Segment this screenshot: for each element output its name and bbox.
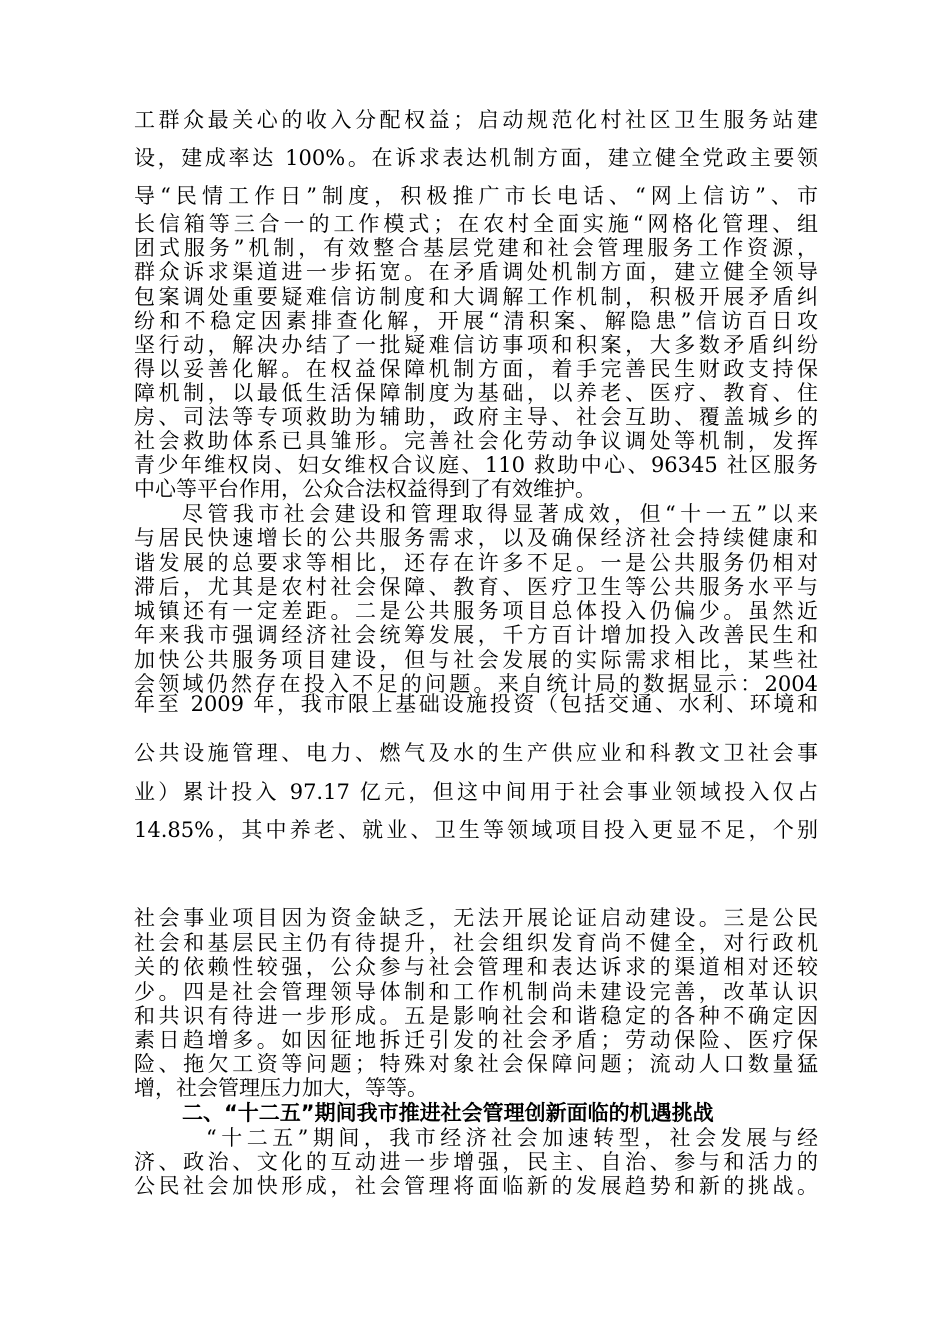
paragraph-2-line-13: 社会事业项目因为资金缺乏，无法开展论证启动建设。三是公民 [134,906,818,930]
paragraph-2-line-10: 公共设施管理、电力、燃气及水的生产供应业和科教文卫社会事 [134,741,818,765]
paragraph-1-line-10: 得以妥善化解。在权益保障机制方面，着手完善民生财政支持保 [134,357,818,381]
paragraph-1-line-1: 工群众最关心的收入分配权益；启动规范化村社区卫生服务站建 [134,108,818,132]
paragraph-2-line-9: 年至 2009 年，我市限上基础设施投资（包括交通、水利、环境和 [134,692,818,716]
paragraph-1-line-9: 坚行动，解决办结了一批疑难信访事项和积案，大多数矛盾纠纷 [134,333,818,357]
paragraph-1-line-6: 群众诉求渠道进一步拓宽。在矛盾调处机制方面，建立健全领导 [134,260,818,284]
paragraph-2-line-11: 业）累计投入 97.17 亿元，但这中间用于社会事业领域投入仅占 [134,780,818,804]
paragraph-1-line-11: 障机制，以最低生活保障制度为基础，以养老、医疗、教育、住 [134,381,818,405]
paragraph-2-line-14: 社会和基层民主仍有待提升，社会组织发育尚不健全，对行政机 [134,931,818,955]
paragraph-1-line-2: 设，建成率达 100%。在诉求表达机制方面，建立健全党政主要领 [134,146,818,170]
paragraph-2-line-7: 加快公共服务项目建设，但与社会发展的实际需求相比，某些社 [134,648,818,672]
paragraph-2-line-18: 素日趋增多。如因征地拆迁引发的社会矛盾；劳动保险、医疗保 [134,1028,818,1052]
paragraph-2-line-4: 滞后，尤其是农村社会保障、教育、医疗卫生等公共服务水平与 [134,575,818,599]
paragraph-3-line-3: 公民社会加快形成，社会管理将面临新的发展趋势和新的挑战。 [134,1174,818,1198]
paragraph-1-line-14: 青少年维权岗、妇女维权合议庭、110 救助中心、96345 社区服务 [134,453,818,477]
paragraph-2-line-2: 与居民快速增长的公共服务需求，以及确保经济社会持续健康和 [134,526,818,550]
paragraph-2-line-5: 城镇还有一定差距。二是公共服务项目总体投入仍偏少。虽然近 [134,599,818,623]
paragraph-2-line-8: 会领域仍然存在投入不足的问题。来自统计局的数据显示：2004 [134,672,818,696]
paragraph-2-line-1: 尽管我市社会建设和管理取得显著成效，但“十一五”以来 [182,502,818,526]
paragraph-2-line-16: 少。四是社会管理领导体制和工作机制尚未建设完善，改革认识 [134,980,818,1004]
paragraph-1-line-12: 房、司法等专项救助为辅助，政府主导、社会互助、覆盖城乡的 [134,405,818,429]
paragraph-3-line-2: 济、政治、文化的互动进一步增强，民主、自治、参与和活力的 [134,1150,818,1174]
paragraph-2-line-12: 14.85%，其中养老、就业、卫生等领域项目投入更显不足，个别 [134,818,818,842]
paragraph-1-line-13: 社会救助体系已具雏形。完善社会化劳动争议调处等机制，发挥 [134,429,818,453]
paragraph-1-line-8: 纷和不稳定因素排查化解，开展“清积案、解隐患”信访百日攻 [134,309,818,333]
section-heading: 二、“十二五”期间我市推进社会管理创新面临的机遇挑战 [182,1101,714,1125]
paragraph-1-line-15: 中心等平台作用，公众合法权益得到了有效维护。 [134,477,596,501]
paragraph-2-line-15: 关的依赖性较强，公众参与社会管理和表达诉求的渠道相对还较 [134,955,818,979]
paragraph-2-line-3: 谐发展的总要求等相比，还存在许多不足。一是公共服务仍相对 [134,551,818,575]
paragraph-1-line-5: 团式服务”机制，有效整合基层党建和社会管理服务工作资源， [134,236,818,260]
paragraph-2-line-17: 和共识有待进一步形成。五是影响社会和谐稳定的各种不确定因 [134,1004,818,1028]
paragraph-2-line-20: 增，社会管理压力加大，等等。 [134,1076,428,1100]
paragraph-3-line-1: “十二五”期间，我市经济社会加速转型，社会发展与经 [206,1126,818,1150]
paragraph-1-line-4: 长信箱等三合一的工作模式；在农村全面实施“网格化管理、组 [134,212,818,236]
paragraph-2-line-6: 年来我市强调经济社会统筹发展，千方百计增加投入改善民生和 [134,623,818,647]
paragraph-1-line-3: 导“民情工作日”制度，积极推广市长电话、“网上信访”、市 [134,184,818,208]
paragraph-1-line-7: 包案调处重要疑难信访制度和大调解工作机制，积极开展矛盾纠 [134,285,818,309]
paragraph-2-line-19: 险、拖欠工资等问题；特殊对象社会保障问题；流动人口数量猛 [134,1052,818,1076]
